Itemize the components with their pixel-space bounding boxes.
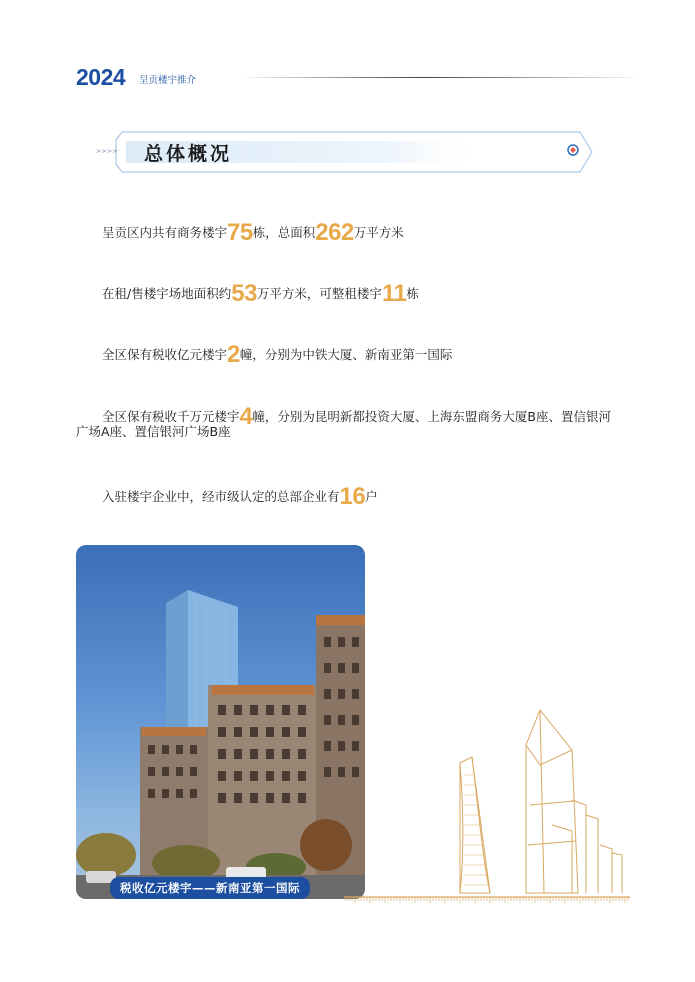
stat-number: 11 [381, 280, 407, 307]
para-text: 呈贡区内共有商务楼宇 [102, 225, 228, 240]
para-text: 幢，分别为中铁大厦、新南亚第一国际 [239, 347, 453, 362]
para-text: 在租/售楼宇场地面积约 [102, 286, 232, 301]
stat-paragraph [76, 403, 616, 439]
stat-paragraph [76, 483, 616, 510]
para-text: 全区保有税收亿元楼宇 [102, 347, 228, 362]
para-text: 万平方米 [353, 225, 404, 240]
header-year: 2024 [76, 64, 126, 90]
stat-paragraph [76, 280, 616, 307]
logo-icon [566, 143, 580, 157]
page-header [76, 64, 636, 94]
stat-number: 2 [227, 341, 240, 368]
para-text: 全区保有税收千万元楼宇 [102, 409, 240, 424]
para-text: 幢，分别为昆明新都投资大厦、上海东盟商务大厦B座、置信银河广场A座、置信银河广场B座 [76, 409, 611, 439]
stat-number: 16 [339, 483, 366, 510]
stat-number: 262 [315, 219, 354, 246]
banner-deco-dots: >>>>· [96, 148, 121, 155]
para-text: 户 [365, 489, 378, 504]
stat-number: 4 [239, 403, 253, 430]
stat-number: 75 [227, 219, 253, 246]
stat-paragraph [76, 219, 616, 246]
para-text: 万平方米，可整租楼宇 [256, 286, 382, 301]
para-text: 栋，总面积 [252, 225, 316, 240]
skyline-line-art [340, 705, 632, 910]
header-divider [246, 77, 636, 78]
photo-caption: 税收亿元楼宇——新南亚第一国际 [110, 877, 310, 899]
section-title: 总体概况 [144, 143, 233, 165]
header-subtitle: 呈贡楼宇推介 [139, 75, 197, 86]
stat-number: 53 [231, 280, 257, 307]
building-photo [76, 545, 365, 899]
para-text: 入驻楼宇企业中，经市级认定的总部企业有 [102, 489, 340, 504]
section-banner [96, 131, 594, 173]
stat-paragraph [76, 341, 616, 368]
building-illustration [76, 545, 365, 899]
para-text: 栋 [406, 286, 419, 301]
